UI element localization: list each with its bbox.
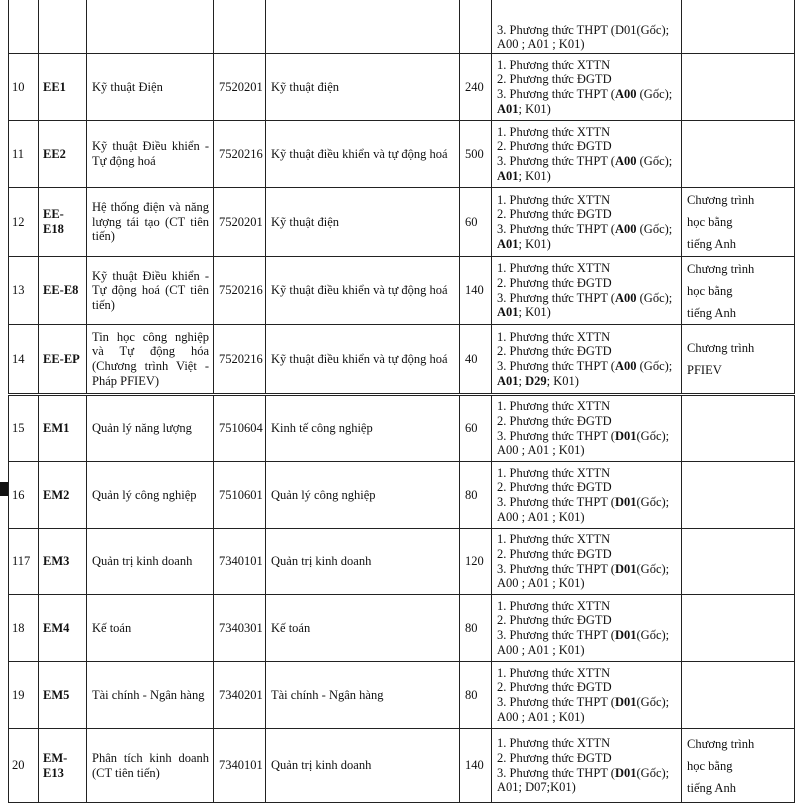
method-line: A01; K01): [497, 168, 551, 183]
code-cell: [39, 0, 87, 54]
method-line: A00 ; A01 ; K01): [497, 576, 585, 591]
major-name-cell: Kế toán: [266, 595, 460, 662]
method-line: A00 ; A01 ; K01): [497, 443, 585, 458]
code-line: E18: [43, 222, 64, 236]
code-cell: [39, 462, 87, 529]
note-line: tiếng Anh: [687, 305, 736, 320]
method-line: A00 ; A01 ; K01): [497, 709, 585, 724]
quota-cell: 60: [460, 188, 492, 257]
method-line: A00 ; A01 ; K01): [497, 37, 585, 52]
major-code-cell: 7510604: [214, 395, 266, 462]
stt-cell: 12: [9, 188, 39, 257]
method-line: 3. Phương thức THPT (A00 (Gốc);: [497, 87, 673, 101]
stt-cell: 15: [9, 395, 39, 462]
note-cell: [682, 257, 795, 325]
note-line: Chương trình: [687, 341, 755, 355]
methods-cell: [492, 325, 682, 395]
admission-table: [8, 0, 795, 803]
note-cell: [682, 662, 795, 729]
method-line: 1. Phương thức XTTN: [497, 57, 611, 72]
method-line: 2. Phương thức ĐGTD: [497, 680, 612, 695]
table-row: [9, 662, 795, 729]
code-cell: [39, 188, 87, 257]
stt-cell: 19: [9, 662, 39, 729]
note-cell: [682, 325, 795, 395]
major-code-cell: 7340101: [214, 529, 266, 595]
major-name-cell: Kinh tế công nghiệp: [266, 395, 460, 462]
code-line: EM1: [43, 421, 70, 436]
major-name-cell: Kỹ thuật điều khiển và tự động hoá: [266, 325, 460, 395]
method-line: 3. Phương thức THPT (D01(Gốc);: [497, 428, 670, 443]
methods-cell: [492, 257, 682, 325]
program-name-cell: Kỹ thuật Điều khiển - Tự động hoá (CT tiên tiến): [87, 257, 214, 325]
method-line: 3. Phương thức THPT (D01(Gốc);: [497, 561, 670, 576]
name-cell: [87, 0, 214, 54]
code-line: EE1: [43, 79, 66, 94]
code-cell: [39, 325, 87, 395]
table-row: [9, 325, 795, 395]
note-line: học bằng: [687, 215, 733, 229]
method-line: 3. Phương thức THPT (D01(Gốc);: [497, 765, 670, 780]
note-line: học bằng: [687, 283, 733, 298]
stt-cell: 117: [9, 529, 39, 595]
program-name-cell: Tài chính - Ngân hàng: [87, 662, 214, 729]
method-line: 3. Phương thức THPT (A00 (Gốc);: [497, 222, 673, 236]
method-line: 2. Phương thức ĐGTD: [497, 344, 612, 359]
major-code-cell: 7520201: [214, 188, 266, 257]
methods-cell: [492, 0, 682, 54]
program-name-cell: Hệ thống điện và năng lượng tái tạo (CT tiên tiến): [87, 188, 214, 257]
method-line: 2. Phương thức ĐGTD: [497, 750, 612, 765]
code-line: EM4: [43, 620, 70, 635]
major-code-cell: 7520216: [214, 325, 266, 395]
major-code-cell: 7340301: [214, 595, 266, 662]
quota-cell: 60: [460, 395, 492, 462]
method-line: 1. Phương thức XTTN: [497, 736, 611, 751]
code-line: E13: [43, 765, 64, 780]
code-line: EM2: [43, 487, 70, 502]
code-line: EM3: [43, 554, 70, 569]
note-cell: [682, 54, 795, 121]
note-line: học bằng: [687, 758, 733, 773]
quota-cell: 140: [460, 729, 492, 803]
method-line: 2. Phương thức ĐGTD: [497, 546, 612, 561]
program-name-cell: Quản lý năng lượng: [87, 395, 214, 462]
method-line: A01; K01): [497, 101, 551, 116]
quota-cell: 120: [460, 529, 492, 595]
stt-cell: 13: [9, 257, 39, 325]
methods-cell: [492, 188, 682, 257]
method-line: 1. Phương thức XTTN: [497, 399, 611, 414]
code-cell: [39, 595, 87, 662]
methods-cell: [492, 462, 682, 529]
major-code-cell: 7340101: [214, 729, 266, 803]
note-line: Chương trình: [687, 193, 755, 207]
methods-cell: [492, 395, 682, 462]
table-row: [9, 462, 795, 529]
note-cell: [682, 462, 795, 529]
method-line: 3. Phương thức THPT (A00 (Gốc);: [497, 359, 673, 373]
note-cell: [682, 529, 795, 595]
methods-cell: [492, 121, 682, 188]
table-row: [9, 257, 795, 325]
code-cell: [39, 662, 87, 729]
major-name-cell: Kỹ thuật điều khiển và tự động hoá: [266, 121, 460, 188]
code-line: EM5: [43, 687, 70, 702]
program-name-cell: Tin học công nghiệp và Tự động hóa (Chương trình Việt - Pháp PFIEV): [87, 325, 214, 395]
method-line: 1. Phương thức XTTN: [497, 665, 611, 680]
major-code-cell: 7340201: [214, 662, 266, 729]
code-line: EM-: [43, 750, 68, 765]
stt-cell: 20: [9, 729, 39, 803]
note-line: Chương trình: [687, 261, 755, 276]
note-line: PFIEV: [687, 363, 722, 377]
method-line: A01; D29; K01): [497, 373, 579, 388]
method-line: 1. Phương thức XTTN: [497, 329, 611, 344]
major-name-cell: Kỹ thuật điện: [266, 188, 460, 257]
note-line: Chương trình: [687, 736, 755, 751]
method-line: 2. Phương thức ĐGTD: [497, 275, 612, 290]
method-line: A00 ; A01 ; K01): [497, 642, 585, 657]
method-line: 1. Phương thức XTTN: [497, 261, 611, 276]
code-cell: [39, 54, 87, 121]
major-code-cell: 7520216: [214, 257, 266, 325]
code-cell: [39, 395, 87, 462]
code-line: EE2: [43, 146, 66, 161]
quota-cell: 80: [460, 462, 492, 529]
method-line: 2. Phương thức ĐGTD: [497, 480, 612, 495]
note-line: tiếng Anh: [687, 780, 736, 795]
major-code-cell: 7520201: [214, 54, 266, 121]
methods-cell: [492, 54, 682, 121]
methods-cell: [492, 662, 682, 729]
method-line: 3. Phương thức THPT (D01(Gốc);: [497, 628, 670, 642]
code-cell: [39, 729, 87, 803]
program-name-cell: Phân tích kinh doanh (CT tiên tiến): [87, 729, 214, 803]
program-name-cell: Kỹ thuật Điều khiển - Tự động hoá: [87, 121, 214, 188]
program-name-cell: Kế toán: [87, 595, 214, 662]
major-name-cell: Kỹ thuật điện: [266, 54, 460, 121]
note-cell: [682, 121, 795, 188]
major-name-cell: Tài chính - Ngân hàng: [266, 662, 460, 729]
method-line: 3. Phương thức THPT (D01(Gốc);: [497, 695, 670, 709]
stt-cell: [9, 0, 39, 54]
code-line: EE-E8: [43, 283, 79, 298]
method-line: 2. Phương thức ĐGTD: [497, 613, 612, 628]
method-line: A01; K01): [497, 305, 551, 320]
table-row: [9, 529, 795, 595]
code-cell: [39, 529, 87, 595]
methods-cell: [492, 595, 682, 662]
stt-cell: 10: [9, 54, 39, 121]
method-line: 1. Phương thức XTTN: [497, 124, 611, 139]
table-row: [9, 395, 795, 462]
method-line: 1. Phương thức XTTN: [497, 465, 611, 480]
code-line: EE-: [43, 207, 64, 222]
method-line: 2. Phương thức ĐGTD: [497, 72, 612, 87]
table-row: [9, 54, 795, 121]
major-cell: [266, 0, 460, 54]
note-cell: [682, 395, 795, 462]
quota-cell: 80: [460, 595, 492, 662]
quota-cell: 40: [460, 325, 492, 395]
major-name-cell: Quản trị kinh doanh: [266, 729, 460, 803]
method-line: 3. Phương thức THPT (D01(Gốc);: [497, 22, 670, 37]
quota-cell: [460, 0, 492, 54]
major-code-cell: [214, 0, 266, 54]
major-code-cell: 7510601: [214, 462, 266, 529]
table-row: [9, 595, 795, 662]
side-marker: [0, 482, 8, 496]
quota-cell: 500: [460, 121, 492, 188]
code-line: EE-EP: [43, 351, 80, 366]
method-line: 3. Phương thức THPT (A00 (Gốc);: [497, 154, 673, 168]
stt-cell: 18: [9, 595, 39, 662]
quota-cell: 240: [460, 54, 492, 121]
method-line: A01; D07;K01): [497, 780, 576, 795]
note-cell: [682, 188, 795, 257]
program-name-cell: Quản lý công nghiệp: [87, 462, 214, 529]
major-name-cell: Quản lý công nghiệp: [266, 462, 460, 529]
table-row: [9, 121, 795, 188]
method-line: 2. Phương thức ĐGTD: [497, 413, 612, 428]
methods-cell: [492, 729, 682, 803]
code-cell: [39, 121, 87, 188]
code-cell: [39, 257, 87, 325]
table-row: [9, 729, 795, 803]
quota-cell: 140: [460, 257, 492, 325]
method-line: A00 ; A01 ; K01): [497, 509, 585, 524]
method-line: 3. Phương thức THPT (D01(Gốc);: [497, 495, 670, 509]
major-name-cell: Quản trị kinh doanh: [266, 529, 460, 595]
stt-cell: 14: [9, 325, 39, 395]
major-code-cell: 7520216: [214, 121, 266, 188]
method-line: 1. Phương thức XTTN: [497, 532, 611, 547]
method-line: 1. Phương thức XTTN: [497, 192, 611, 207]
table-row-partial: [9, 0, 795, 54]
table-row: [9, 188, 795, 257]
note-cell: [682, 595, 795, 662]
methods-cell: [492, 529, 682, 595]
method-line: 2. Phương thức ĐGTD: [497, 207, 612, 222]
quota-cell: 80: [460, 662, 492, 729]
major-name-cell: Kỹ thuật điều khiển và tự động hoá: [266, 257, 460, 325]
note-cell: [682, 729, 795, 803]
method-line: 2. Phương thức ĐGTD: [497, 139, 612, 154]
stt-cell: 16: [9, 462, 39, 529]
note-cell: [682, 0, 795, 54]
method-line: 3. Phương thức THPT (A00 (Gốc);: [497, 290, 673, 305]
stt-cell: 11: [9, 121, 39, 188]
program-name-cell: Quản trị kinh doanh: [87, 529, 214, 595]
program-name-cell: Kỹ thuật Điện: [87, 54, 214, 121]
method-line: 1. Phương thức XTTN: [497, 598, 611, 613]
note-line: tiếng Anh: [687, 237, 736, 251]
method-line: A01; K01): [497, 236, 551, 251]
